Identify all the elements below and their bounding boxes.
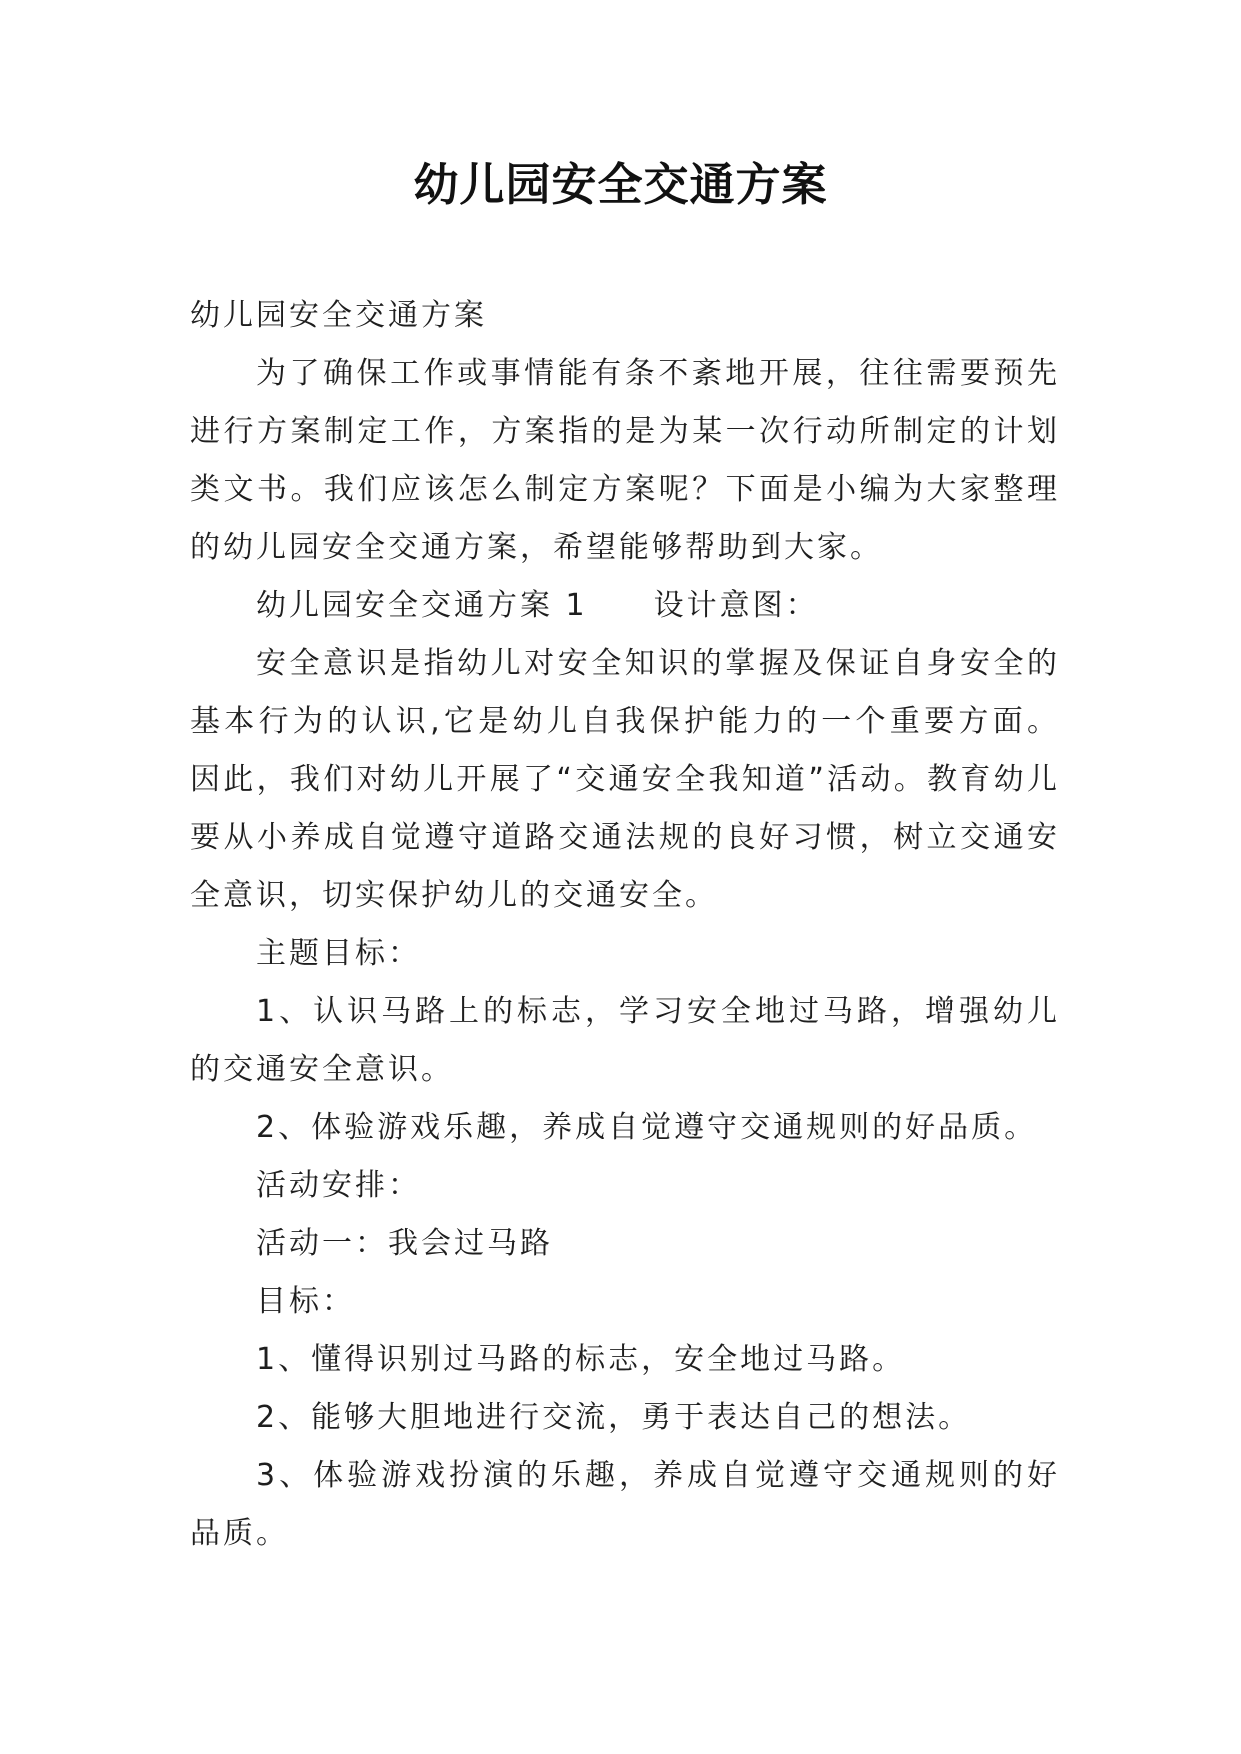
paragraph-plan-heading: 幼儿园安全交通方案 1 设计意图： <box>256 588 819 623</box>
document-title: 幼儿园安全交通方案 <box>413 158 828 211</box>
document-body <box>190 287 1060 1563</box>
paragraph-goal-1: 1、认识马路上的标志，学习安全地过马路，增强幼儿的交通安全意识。 <box>190 994 1060 1087</box>
paragraph-design-intent: 安全意识是指幼儿对安全知识的掌握及保证自身安全的基本行为的认识,它是幼儿自我保护能力的一个重要方面。因此，我们对幼儿开展了“交通安全我知道”活动。教育幼儿要从小养成自觉遵守道路交通法规的良好习惯，树立交通安全意识，切实保护幼儿的交通安全。 <box>190 646 1060 913</box>
paragraph-goal-2: 2、体验游戏乐趣，养成自觉遵守交通规则的好品质。 <box>256 1110 1038 1145</box>
paragraph-objective-1: 1、懂得识别过马路的标志，安全地过马路。 <box>256 1342 906 1377</box>
paragraph-intro: 为了确保工作或事情能有条不紊地开展，往往需要预先进行方案制定工作，方案指的是为某一次行动所制定的计划类文书。我们应该怎么制定方案呢？下面是小编为大家整理的幼儿园安全交通方案，希望能够帮助到大家。 <box>190 356 1060 565</box>
paragraph-theme-goals-heading: 主题目标： <box>256 936 421 971</box>
paragraph-objective-3: 3、体验游戏扮演的乐趣，养成自觉遵守交通规则的好品质。 <box>190 1458 1060 1551</box>
paragraph-objective-2: 2、能够大胆地进行交流，勇于表达自己的想法。 <box>256 1400 972 1435</box>
paragraph-subtitle: 幼儿园安全交通方案 <box>190 298 487 333</box>
paragraph-objectives-heading: 目标： <box>256 1284 355 1319</box>
paragraph-activity-arrangement: 活动安排： <box>256 1168 421 1203</box>
paragraph-activity-one: 活动一：我会过马路 <box>256 1226 553 1261</box>
